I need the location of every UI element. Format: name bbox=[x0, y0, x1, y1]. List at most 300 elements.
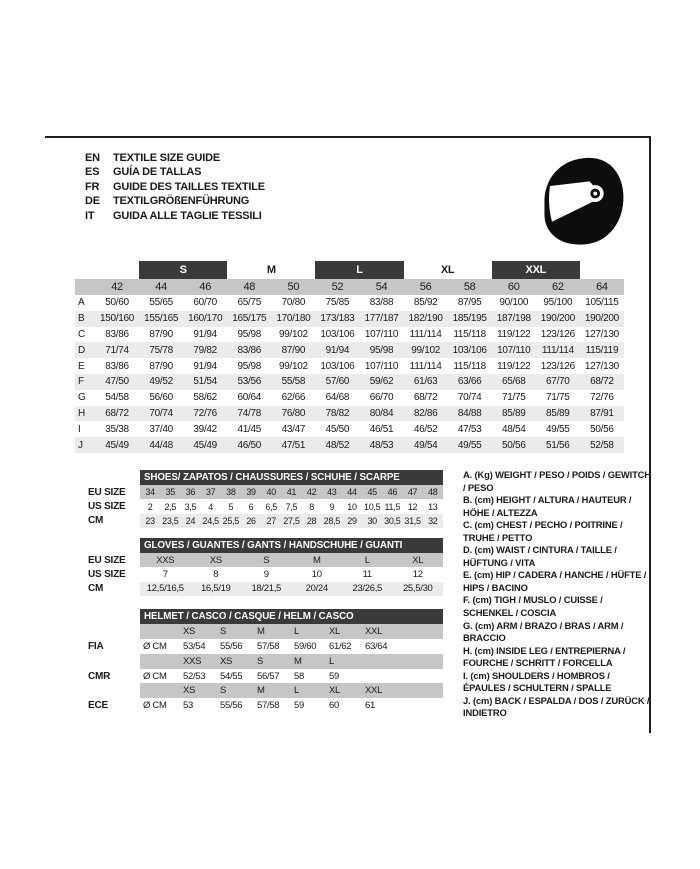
measure-cell: 67/70 bbox=[536, 374, 580, 390]
measure-cell: 91/94 bbox=[315, 342, 359, 358]
table-cell bbox=[362, 654, 402, 669]
measure-cell: 71/75 bbox=[501, 392, 526, 404]
table-cell: L bbox=[326, 654, 362, 669]
language-row bbox=[85, 209, 265, 223]
table-cell: 25,5 bbox=[221, 514, 241, 528]
measure-cell: 95/98 bbox=[237, 328, 262, 340]
measure-cell: 52/58 bbox=[580, 437, 624, 453]
table-cell: S bbox=[217, 624, 254, 639]
measure-row bbox=[75, 358, 624, 374]
table-cell: 42 bbox=[302, 485, 322, 499]
size-group-label: L bbox=[315, 261, 403, 279]
table-cell: 6 bbox=[248, 501, 254, 512]
measure-cell: 127/130 bbox=[584, 328, 619, 340]
table-cell: 41 bbox=[281, 485, 301, 499]
measure-cell: 50/56 bbox=[492, 437, 536, 453]
measure-cell: 62/66 bbox=[281, 392, 306, 404]
measure-cell: 50/56 bbox=[590, 423, 614, 435]
empty-header-cell bbox=[580, 261, 624, 279]
measure-cell: 79/82 bbox=[183, 342, 227, 358]
measure-cell: 105/115 bbox=[585, 297, 619, 309]
row-letter: F bbox=[75, 374, 95, 390]
table-cell: 59 bbox=[329, 670, 339, 682]
measure-cell: 75/78 bbox=[139, 342, 183, 358]
table-cell: 29 bbox=[342, 514, 362, 528]
table-cell: M bbox=[254, 683, 291, 698]
measure-cell: 59/62 bbox=[359, 374, 403, 390]
table-cell: 31,5 bbox=[402, 514, 422, 528]
measure-cell: 87/91 bbox=[580, 406, 624, 422]
language-label: GUIDA ALLE TAGLIE TESSILI bbox=[113, 209, 262, 222]
empty-cell bbox=[75, 279, 95, 295]
size-number: 56 bbox=[404, 279, 448, 295]
measure-cell: 68/72 bbox=[413, 392, 438, 404]
measure-cell: 74/78 bbox=[227, 406, 271, 422]
table-cell: XL bbox=[326, 683, 362, 698]
title-row bbox=[88, 609, 443, 624]
gloves-table bbox=[88, 538, 443, 596]
table-row bbox=[88, 639, 443, 654]
table-cell: XXS bbox=[140, 553, 191, 567]
measure-cell: 72/76 bbox=[183, 406, 227, 422]
measure-cell: 107/110 bbox=[492, 342, 536, 358]
table-cell: S bbox=[254, 654, 291, 669]
table-cell: 59 bbox=[294, 700, 304, 712]
table-cell: 8 bbox=[309, 501, 314, 512]
measure-cell: 182/190 bbox=[404, 311, 448, 327]
table-row bbox=[88, 582, 443, 596]
table-cell: 46 bbox=[382, 485, 402, 499]
measure-cell: 107/110 bbox=[364, 360, 399, 372]
size-number: 42 bbox=[95, 279, 139, 295]
table-cell: 12,5/16,5 bbox=[140, 582, 191, 596]
legend-item: J. (cm) BACK / ESPALDA / DOS / ZURÜCK / INDIETRO bbox=[463, 694, 650, 719]
size-group-row bbox=[75, 261, 624, 279]
main-size-table bbox=[75, 261, 624, 453]
table-cell: 61 bbox=[365, 700, 375, 712]
legend-item: I. (cm) SHOULDERS / HOMBROS / ÉPAULES / SCHULTERN / SPALLE bbox=[463, 669, 612, 694]
table-cell bbox=[140, 624, 180, 639]
table-cell: 13 bbox=[428, 501, 438, 512]
row-letter: H bbox=[75, 406, 95, 422]
table-cell: Ø CM bbox=[143, 640, 167, 652]
measure-cell: 70/74 bbox=[457, 392, 482, 404]
measure-cell: 66/70 bbox=[369, 392, 394, 404]
measure-cell: 111/114 bbox=[536, 342, 580, 358]
measure-cell: 49/54 bbox=[404, 437, 448, 453]
table-cell: 24,5 bbox=[201, 514, 221, 528]
measure-cell: 150/160 bbox=[95, 311, 139, 327]
table-cell: 44 bbox=[342, 485, 362, 499]
frame-top-border bbox=[45, 136, 651, 138]
table-cell: 24 bbox=[180, 514, 200, 528]
measure-cell: 57/60 bbox=[315, 374, 359, 390]
language-label: TEXTILE SIZE GUIDE bbox=[113, 152, 221, 164]
table-cell: 28 bbox=[302, 514, 322, 528]
legend-item: A. (Kg) WEIGHT / PESO / POIDS / GEWITCH / PESO bbox=[463, 469, 651, 493]
table-cell: 6,5 bbox=[265, 501, 278, 512]
size-number: 48 bbox=[227, 279, 271, 295]
table-cell: 53 bbox=[183, 700, 193, 712]
shoes-table bbox=[88, 470, 443, 528]
measure-cell: 60/64 bbox=[237, 392, 262, 404]
table-cell: 12 bbox=[412, 569, 423, 581]
table-row bbox=[88, 485, 443, 499]
measure-cell: 51/54 bbox=[183, 374, 227, 390]
table-cell: 47 bbox=[402, 485, 422, 499]
table-cell: 57/58 bbox=[257, 700, 280, 712]
measure-cell: 43/47 bbox=[281, 423, 306, 435]
table-cell: 23 bbox=[140, 514, 160, 528]
table-cell bbox=[402, 669, 443, 684]
table-title: GLOVES / GUANTES / GANTS / HANDSCHUHE / GUANTI bbox=[140, 538, 443, 553]
table-cell bbox=[362, 669, 402, 684]
table-cell: 35 bbox=[160, 485, 180, 499]
measure-cell: 71/75 bbox=[546, 392, 570, 404]
table-cell: 45 bbox=[362, 485, 382, 499]
measure-cell: 87/90 bbox=[149, 360, 173, 372]
size-number: 60 bbox=[492, 279, 536, 295]
table-cell: 7,5 bbox=[285, 501, 298, 512]
table-row bbox=[88, 654, 443, 669]
language-code: EN bbox=[85, 152, 100, 164]
size-number: 62 bbox=[536, 279, 580, 295]
row-label: CMR bbox=[88, 669, 140, 684]
measure-row bbox=[75, 311, 624, 327]
language-code: IT bbox=[85, 209, 95, 222]
measure-cell: 115/118 bbox=[453, 328, 486, 340]
measure-cell: 87/95 bbox=[457, 297, 482, 309]
row-label: EU SIZE bbox=[88, 485, 140, 499]
table-cell: 10 bbox=[311, 569, 322, 581]
table-cell: 27,5 bbox=[281, 514, 301, 528]
title-spacer bbox=[88, 609, 140, 624]
table-cell: 9 bbox=[263, 569, 269, 581]
measure-cell: 87/90 bbox=[149, 328, 173, 340]
measure-cell: 190/200 bbox=[580, 311, 624, 327]
table-cell: 11 bbox=[362, 569, 372, 581]
measure-cell: 99/102 bbox=[404, 342, 448, 358]
measure-cell: 49/55 bbox=[546, 423, 570, 435]
table-row bbox=[88, 698, 443, 713]
legend-item: E. (cm) HIP / CADERA / HANCHE / HÜFTE / HIPS / BACINO bbox=[463, 569, 647, 593]
table-cell: S bbox=[241, 553, 292, 567]
measure-cell: 83/86 bbox=[105, 360, 129, 372]
measure-cell: 68/72 bbox=[95, 406, 139, 422]
table-cell: XS bbox=[217, 654, 254, 669]
table-cell: 25,5/30 bbox=[393, 582, 444, 596]
measure-cell: 47/50 bbox=[95, 374, 139, 390]
row-letter: I bbox=[78, 423, 81, 435]
table-cell: XL bbox=[326, 624, 362, 639]
measure-cell: 91/94 bbox=[193, 360, 217, 372]
measure-cell: 48/52 bbox=[315, 437, 359, 453]
table-cell: 3,5 bbox=[184, 501, 197, 512]
measure-cell: 53/56 bbox=[227, 374, 271, 390]
table-cell: XXL bbox=[362, 683, 402, 698]
measure-cell: 46/50 bbox=[227, 437, 271, 453]
language-label: TEXTILGRÖßENFÜHRUNG bbox=[113, 195, 250, 208]
measure-cell: 78/82 bbox=[315, 406, 359, 422]
size-group-label: XXL bbox=[492, 261, 580, 279]
table-cell: 26 bbox=[241, 514, 261, 528]
measure-cell: 56/60 bbox=[149, 392, 173, 404]
table-cell: 11,5 bbox=[384, 501, 401, 512]
measure-cell: 107/110 bbox=[364, 328, 399, 340]
table-cell: 18/21,5 bbox=[241, 582, 292, 596]
table-cell bbox=[402, 698, 443, 713]
row-letter: G bbox=[78, 392, 86, 404]
measure-cell: 60/70 bbox=[193, 297, 217, 309]
measure-cell: 103/106 bbox=[448, 342, 492, 358]
size-group-label: S bbox=[139, 261, 227, 279]
language-code: ES bbox=[85, 166, 100, 179]
row-letter: C bbox=[78, 328, 85, 340]
table-cell bbox=[140, 683, 180, 698]
table-cell: M bbox=[292, 553, 343, 567]
table-cell: 63/64 bbox=[365, 640, 388, 652]
row-label bbox=[88, 654, 140, 669]
row-letter: E bbox=[78, 360, 85, 372]
table-cell: 54/55 bbox=[220, 670, 243, 682]
table-row bbox=[88, 499, 443, 513]
table-cell: Ø CM bbox=[143, 670, 167, 682]
measure-cell: 64/68 bbox=[325, 392, 350, 404]
measure-cell: 123/126 bbox=[540, 360, 575, 372]
language-label: GUIDE DES TAILLES TEXTILE bbox=[113, 180, 265, 193]
corner-cell bbox=[75, 261, 95, 279]
measure-cell: 41/45 bbox=[237, 423, 262, 435]
measure-cell: 76/80 bbox=[271, 406, 315, 422]
size-number: 64 bbox=[580, 279, 624, 295]
measure-cell: 80/84 bbox=[359, 406, 403, 422]
size-number-row bbox=[75, 279, 624, 295]
size-number: 46 bbox=[183, 279, 227, 295]
table-cell: 8 bbox=[213, 569, 219, 581]
title-spacer bbox=[88, 470, 140, 485]
measure-cell: 173/183 bbox=[315, 311, 359, 327]
measure-cell: 111/114 bbox=[409, 360, 442, 372]
measure-cell: 37/40 bbox=[149, 423, 173, 435]
language-row bbox=[85, 194, 265, 208]
row-label: CM bbox=[88, 582, 140, 596]
table-cell bbox=[402, 683, 443, 698]
size-number: 44 bbox=[139, 279, 183, 295]
row-label bbox=[88, 624, 140, 639]
measure-cell: 127/130 bbox=[584, 360, 619, 372]
table-cell: Ø CM bbox=[143, 700, 167, 712]
table-row bbox=[88, 683, 443, 698]
legend-item: B. (cm) HEIGHT / ALTURA / HAUTEUR / HÖHE / ALTEZZA bbox=[463, 494, 632, 518]
table-cell: M bbox=[291, 654, 326, 669]
table-cell: L bbox=[291, 624, 326, 639]
table-row bbox=[88, 514, 443, 528]
measure-cell: 185/195 bbox=[448, 311, 492, 327]
measure-cell: 115/119 bbox=[580, 342, 624, 358]
table-cell: L bbox=[291, 683, 326, 698]
table-cell: 39 bbox=[241, 485, 261, 499]
table-cell: 30,5 bbox=[382, 514, 402, 528]
table-row bbox=[88, 567, 443, 581]
size-number: 50 bbox=[271, 279, 315, 295]
measure-cell: 83/86 bbox=[227, 342, 271, 358]
table-cell: 48 bbox=[423, 485, 443, 499]
row-letter: A bbox=[78, 297, 85, 309]
language-code: DE bbox=[85, 195, 100, 208]
measure-cell: 75/85 bbox=[325, 297, 350, 309]
table-cell: 55/56 bbox=[220, 640, 243, 652]
measure-cell: 70/74 bbox=[139, 406, 183, 422]
row-label bbox=[88, 683, 140, 698]
table-cell: 40 bbox=[261, 485, 281, 499]
table-row bbox=[88, 553, 443, 567]
helmet-table bbox=[88, 609, 443, 713]
table-cell: 36 bbox=[180, 485, 200, 499]
size-number: 58 bbox=[448, 279, 492, 295]
measure-cell: 63/66 bbox=[448, 374, 492, 390]
table-cell: 7 bbox=[162, 569, 168, 581]
measure-cell: 190/200 bbox=[536, 311, 580, 327]
measure-cell: 83/86 bbox=[105, 328, 129, 340]
measure-cell: 45/49 bbox=[183, 437, 227, 453]
measure-cell: 72/76 bbox=[590, 392, 614, 404]
measure-cell: 58/62 bbox=[193, 392, 217, 404]
measure-cell: 119/122 bbox=[497, 360, 531, 372]
table-cell: XS bbox=[180, 683, 217, 698]
table-cell: 61/62 bbox=[329, 640, 352, 652]
measure-cell: 46/51 bbox=[369, 423, 394, 435]
measure-cell: 50/60 bbox=[105, 297, 129, 309]
row-label: US SIZE bbox=[88, 499, 140, 513]
measure-cell: 55/58 bbox=[271, 374, 315, 390]
row-label: ECE bbox=[88, 698, 140, 713]
table-cell: 59/60 bbox=[294, 640, 317, 652]
measure-cell: 84/88 bbox=[448, 406, 492, 422]
measure-cell: 90/100 bbox=[499, 297, 529, 309]
table-cell: XL bbox=[393, 553, 444, 567]
measure-cell: 95/100 bbox=[543, 297, 573, 309]
sub-table bbox=[88, 609, 443, 713]
measure-row bbox=[75, 406, 624, 422]
measure-cell: 48/53 bbox=[359, 437, 403, 453]
measure-cell: 123/126 bbox=[540, 328, 575, 340]
measure-cell: 95/98 bbox=[359, 342, 403, 358]
row-label: FIA bbox=[88, 639, 140, 654]
size-table bbox=[75, 261, 624, 453]
measure-cell: 85/89 bbox=[536, 406, 580, 422]
measure-cell: 95/98 bbox=[237, 360, 262, 372]
table-cell: 34 bbox=[140, 485, 160, 499]
table-cell bbox=[402, 654, 443, 669]
table-cell: 5 bbox=[228, 501, 234, 512]
table-row bbox=[88, 669, 443, 684]
table-cell: 2,5 bbox=[164, 501, 177, 512]
measure-cell: 85/92 bbox=[413, 297, 438, 309]
empty-header-cell bbox=[95, 261, 139, 279]
language-label: GUÍA DE TALLAS bbox=[113, 166, 202, 179]
table-cell: 58 bbox=[294, 670, 304, 682]
measurement-legend bbox=[463, 469, 653, 720]
table-cell: M bbox=[254, 624, 291, 639]
measure-cell: 54/58 bbox=[105, 392, 129, 404]
measure-cell: 46/52 bbox=[413, 423, 438, 435]
table-cell: 56/57 bbox=[257, 670, 280, 682]
legend-item: G. (cm) ARM / BRAZO / BRAS / ARM / BRACCIO bbox=[463, 619, 624, 644]
measure-cell: 119/122 bbox=[497, 328, 531, 340]
measure-cell: 65/75 bbox=[237, 297, 262, 309]
row-letter: D bbox=[75, 342, 95, 358]
measure-row bbox=[75, 437, 624, 453]
table-cell bbox=[140, 654, 180, 669]
measure-row bbox=[75, 327, 624, 343]
measure-cell: 85/89 bbox=[492, 406, 536, 422]
legend-item: D. (cm) WAIST / CINTURA / TAILLE / HÜFTUNG / VITA bbox=[463, 544, 617, 568]
measure-cell: 55/65 bbox=[149, 297, 173, 309]
measure-cell: 45/50 bbox=[325, 423, 350, 435]
table-title: SHOES/ ZAPATOS / CHAUSSURES / SCHUHE / SCARPE bbox=[140, 470, 443, 485]
measure-cell: 155/165 bbox=[139, 311, 183, 327]
row-label: CM bbox=[88, 514, 140, 528]
table-cell: 57/58 bbox=[257, 640, 280, 652]
table-cell: 10 bbox=[347, 501, 357, 512]
measure-cell: 49/55 bbox=[448, 437, 492, 453]
helmet-icon bbox=[536, 152, 630, 252]
title-row bbox=[88, 470, 443, 485]
table-cell: 55/56 bbox=[220, 700, 243, 712]
table-cell: 28,5 bbox=[322, 514, 342, 528]
measure-row bbox=[75, 295, 624, 311]
measure-row bbox=[75, 342, 624, 358]
size-group-label: M bbox=[227, 261, 315, 279]
size-group-label: XL bbox=[404, 261, 492, 279]
table-cell: XXS bbox=[180, 654, 217, 669]
title-spacer bbox=[88, 538, 140, 553]
table-cell: XS bbox=[191, 553, 242, 567]
measure-cell: 68/72 bbox=[580, 374, 624, 390]
measure-cell: 35/38 bbox=[105, 423, 129, 435]
language-code: FR bbox=[85, 180, 100, 193]
table-cell: 10,5 bbox=[363, 501, 381, 512]
table-cell: 30 bbox=[362, 514, 382, 528]
sub-table bbox=[88, 538, 443, 596]
measure-cell: 65/68 bbox=[492, 374, 536, 390]
table-cell bbox=[402, 639, 443, 654]
row-label: EU SIZE bbox=[88, 553, 140, 567]
table-cell: 52/53 bbox=[183, 670, 206, 682]
measure-cell: 45/49 bbox=[95, 437, 139, 453]
measure-row bbox=[75, 421, 624, 437]
table-cell: 53/54 bbox=[183, 640, 206, 652]
table-cell: 37 bbox=[201, 485, 221, 499]
legend-item: H. (cm) INSIDE LEG / ENTREPIERNA / FOURCHE / SCHRITT / FORCELLA bbox=[463, 644, 626, 669]
measure-cell: 170/180 bbox=[271, 311, 315, 327]
measure-cell: 99/102 bbox=[278, 360, 308, 372]
table-cell: 32 bbox=[423, 514, 443, 528]
language-row bbox=[85, 165, 265, 179]
title-row bbox=[88, 538, 443, 553]
measure-cell: 49/52 bbox=[139, 374, 183, 390]
measure-cell: 47/51 bbox=[271, 437, 315, 453]
sub-table bbox=[88, 470, 443, 528]
table-cell: 2 bbox=[147, 501, 153, 512]
measure-cell: 39/42 bbox=[193, 423, 217, 435]
measure-cell: 103/106 bbox=[320, 360, 355, 372]
measure-cell: 103/106 bbox=[320, 328, 355, 340]
language-row bbox=[85, 151, 265, 165]
language-list bbox=[85, 151, 265, 223]
table-cell: 43 bbox=[322, 485, 342, 499]
size-number: 54 bbox=[359, 279, 403, 295]
